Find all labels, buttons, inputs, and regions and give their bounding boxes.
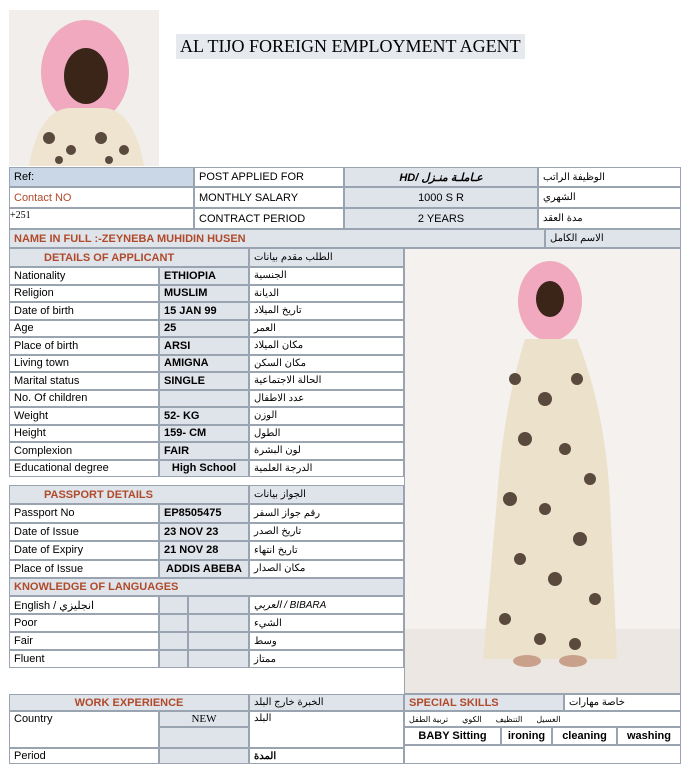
country-value: NEW [159, 711, 249, 727]
field-value: 52- KG [159, 407, 249, 425]
field-label-ar: عدد الاطفال [249, 390, 404, 408]
field-value: ARSI [159, 337, 249, 355]
field-label-ar: الطول [249, 425, 404, 443]
field-label-ar: العمر [249, 320, 404, 338]
field-label: Place of birth [9, 337, 159, 355]
language-arabic-label: BIBARA / العربي [249, 596, 404, 614]
period-value [159, 748, 249, 764]
field-label: Age [9, 320, 159, 338]
ref-label: Ref: [9, 167, 194, 187]
skills-header-ar: خاصة مهارات [564, 694, 681, 711]
field-label: No. Of children [9, 390, 159, 408]
contract-value: 2 YEARS [344, 208, 538, 229]
field-label-ar: ممتاز [249, 650, 404, 668]
field-value: SINGLE [159, 372, 249, 390]
field-value: 159- CM [159, 425, 249, 443]
field-value: 21 NOV 28 [159, 541, 249, 560]
field-label: Height [9, 425, 159, 443]
field-label: Religion [9, 285, 159, 303]
language-cell [188, 632, 249, 650]
applicant-full-photo [404, 248, 681, 694]
agency-title: AL TIJO FOREIGN EMPLOYMENT AGENT [176, 34, 525, 59]
field-label-ar: الوزن [249, 407, 404, 425]
period-label: Period [9, 748, 159, 764]
applicant-header-ar: الطلب مقدم بيانات [249, 248, 404, 267]
skill-ar-4: تربية الطفل [409, 714, 449, 724]
field-label: Date of birth [9, 302, 159, 320]
field-label: Fluent [9, 650, 159, 668]
skill-ar-2: التنظيف [495, 714, 523, 724]
country-label-ar: البلد [249, 711, 404, 748]
work-header: WORK EXPERIENCE [9, 694, 249, 711]
skill-ar-1: الغسيل [536, 714, 561, 724]
field-label: Passport No [9, 504, 159, 523]
language-cell [159, 650, 188, 668]
languages-header: KNOWLEDGE OF LANGUAGES [9, 578, 404, 596]
field-label-ar: الحالة الاجتماعية [249, 372, 404, 390]
skills-header: SPECIAL SKILLS [404, 694, 564, 711]
field-label-ar: تاريخ الميلاد [249, 302, 404, 320]
passport-header: PASSPORT DETAILS [9, 485, 249, 504]
field-value: ADDIS ABEBA [159, 560, 249, 579]
field-value: 25 [159, 320, 249, 338]
full-name: NAME IN FULL :-ZEYNEBA MUHIDIN HUSEN [9, 229, 545, 248]
field-label-ar: لون البشرة [249, 442, 404, 460]
applicant-face-photo [9, 10, 159, 166]
period-label-ar: المدة [249, 748, 404, 764]
salary-label: MONTHLY SALARY [194, 187, 344, 208]
field-label: Complexion [9, 442, 159, 460]
field-label: Living town [9, 355, 159, 373]
field-label: Weight [9, 407, 159, 425]
field-label: Fair [9, 632, 159, 650]
contract-label-ar: مدة العقد [538, 208, 681, 229]
field-label: Nationality [9, 267, 159, 285]
field-label: Date of Issue [9, 523, 159, 542]
post-value: HD/ عـاملـة منـزل [344, 167, 538, 187]
passport-header-ar: الجواز بيانات [249, 485, 404, 504]
language-cell [188, 614, 249, 632]
full-name-ar: الاسم الكامل [545, 229, 681, 248]
field-value: AMIGNA [159, 355, 249, 373]
post-label: POST APPLIED FOR [194, 167, 344, 187]
contract-label: CONTRACT PERIOD [194, 208, 344, 229]
field-label-ar: الجنسية [249, 267, 404, 285]
field-label-ar: الشيء [249, 614, 404, 632]
field-value: 15 JAN 99 [159, 302, 249, 320]
salary-value: 1000 S R [344, 187, 538, 208]
skill-washing: washing [617, 727, 681, 745]
skill-ar-3: الكوي [462, 714, 482, 724]
field-label: Date of Expiry [9, 541, 159, 560]
field-label-ar: مكان الميلاد [249, 337, 404, 355]
language-cell [188, 650, 249, 668]
field-value: High School [159, 460, 249, 478]
contact-label: Contact NO [9, 187, 194, 208]
work-header-ar: الخبرة خارج البلد [249, 694, 404, 711]
field-label-ar: تاريخ انتهاء [249, 541, 404, 560]
field-label-ar: رقم جواز السفر [249, 504, 404, 523]
post-label-ar: الوظيفة الراتب [538, 167, 681, 187]
phone-prefix: +251 [9, 208, 194, 229]
language-english-label: English / انجليزي [9, 596, 159, 614]
country-value-2 [159, 727, 249, 748]
field-value: 23 NOV 23 [159, 523, 249, 542]
skills-blank-row [404, 745, 681, 764]
field-value [159, 390, 249, 408]
skill-baby-sitting: BABY Sitting [404, 727, 501, 745]
field-label-ar: الدرجة العلمية [249, 460, 404, 478]
language-cell [159, 614, 188, 632]
field-value: FAIR [159, 442, 249, 460]
country-label: Country [9, 711, 159, 748]
language-cell [159, 632, 188, 650]
skills-ar-row [404, 711, 681, 727]
field-label: Poor [9, 614, 159, 632]
skill-cleaning: cleaning [552, 727, 617, 745]
field-label-ar: مكان السكن [249, 355, 404, 373]
skill-ironing: ironing [501, 727, 552, 745]
field-value: EP8505475 [159, 504, 249, 523]
field-value: MUSLIM [159, 285, 249, 303]
language-cell [188, 596, 249, 614]
field-label: Educational degree [9, 460, 159, 478]
field-value: ETHIOPIA [159, 267, 249, 285]
language-cell [159, 596, 188, 614]
field-label: Marital status [9, 372, 159, 390]
salary-label-ar: الشهري [538, 187, 681, 208]
applicant-header: DETAILS OF APPLICANT [9, 248, 249, 267]
field-label-ar: تاريخ الصدر [249, 523, 404, 542]
field-label-ar: وسط [249, 632, 404, 650]
field-label-ar: الديانة [249, 285, 404, 303]
field-label-ar: مكان الصدار [249, 560, 404, 579]
field-label: Place of Issue [9, 560, 159, 579]
